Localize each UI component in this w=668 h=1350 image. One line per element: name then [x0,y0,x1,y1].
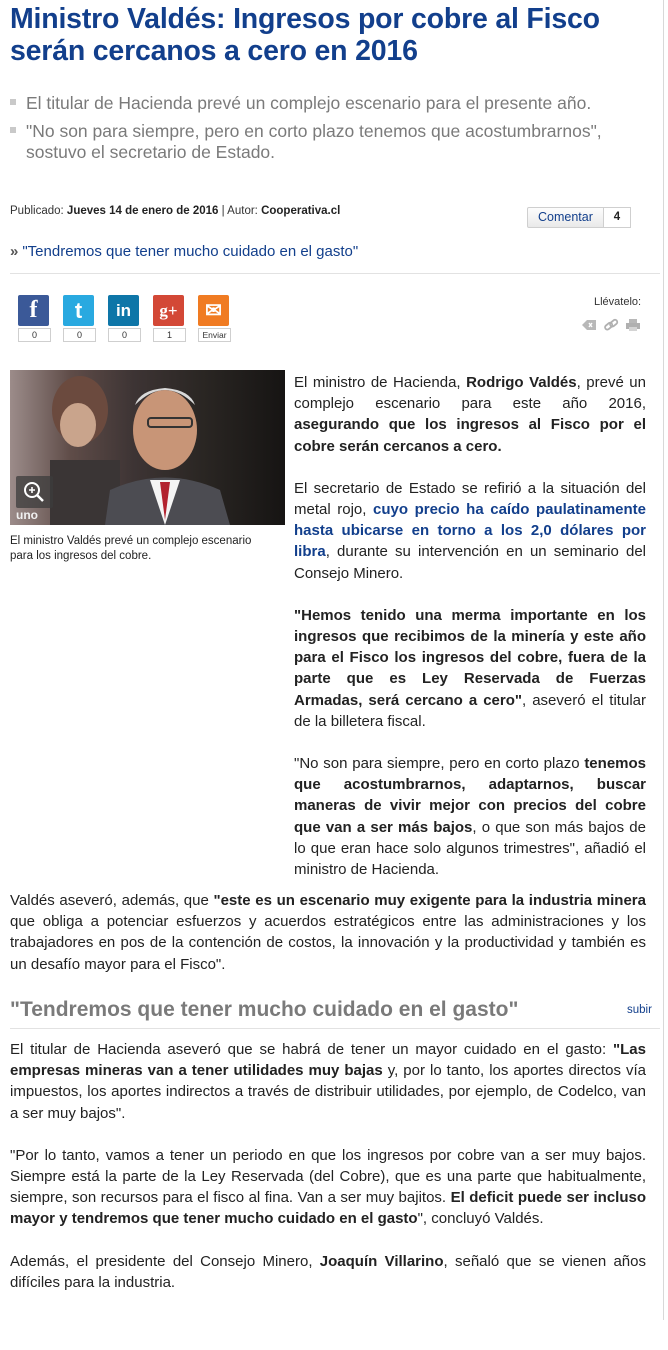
text: "No son para siempre, pero en corto plazo [294,755,585,773]
divider [10,273,660,274]
paragraph [294,753,646,880]
photo-caption: El ministro Valdés prevé un complejo escenario para los ingresos del cobre. [10,535,252,562]
summary-text: "No son para siempre, pero en corto plazo tenemos que acostumbrarnos", sostuvo el secretario de Estado. [26,121,602,162]
text: ", concluyó Valdés. [417,1210,544,1228]
share-bar [18,295,243,342]
text: , prevé un complejo escenario para este año 2016, [294,374,646,413]
magnifier-icon[interactable] [16,476,53,508]
section-heading: "Tendremos que tener mucho cuidado en el gasto" [10,998,519,1021]
quote-text: "Hemos tenido una merma importante en los ingresos que recibimos de la minería y este año para el Fisco los ingresos del cobre, fuera de la parte que es Ley Reservada de Fuerzas Armadas, será cercano a cero" [294,606,646,709]
quote-text: "Las empresas mineras van a tener utilidades muy bajas [10,1041,646,1080]
facebook-icon[interactable]: f [18,295,49,326]
photo-watermark: uno [16,508,38,522]
article-tools [581,318,641,332]
text: El secretario de Estado se refirió a la situación del metal rojo, [294,479,646,519]
share-facebook [18,295,63,342]
text: , señaló que se vienen años difíciles para la industria. [10,1252,646,1291]
paragraph [10,890,646,975]
share-googleplus [153,295,198,342]
twitter-icon[interactable]: t [63,295,94,326]
share-linkedin [108,295,153,342]
double-chevron-icon: » [10,243,19,260]
text: que obliga a potenciar esfuerzos y acuerdos estratégicos entre las administraciones y los trabajadores en pos de la contención de costos, la innovación y la productividad y también es un desafío mayor para el Fisco". [10,913,646,973]
share-email [198,295,243,342]
quote-text: El deficit puede ser incluso mayor y tendremos que tener mucho cuidado en el gasto [10,1189,646,1228]
text: Valdés aseveró, además, que [10,892,214,909]
twitter-count: 0 [63,328,96,342]
linkedin-icon[interactable]: in [108,295,139,326]
article-body-column [294,372,646,901]
bullet-square-icon [10,127,16,133]
paragraph [10,1251,646,1293]
text: Además, el presidente del Consejo Minero, [10,1252,320,1270]
quote-text: tenemos que acostumbrarnos, adaptarnos, buscar maneras de vivir mejor con precios del cobre que van a ser más bajos [294,755,646,836]
text: "Por lo tanto, vamos a tener un periodo en que los ingresos por cobre van a ser muy bajos. Siempre está la parte de la Ley Reservada (del Cobre), que es una parte que habitualmente, siempre, son recursos para el fisco al fina. Van a ser muy bajitos. [10,1146,646,1207]
text: , o que son más bajos de lo que eran hace solo algunos trimestres", añadió el ministro de Hacienda. [294,818,646,879]
comment-button[interactable]: Comentar [527,207,604,228]
paragraph [294,478,646,584]
person-name: Rodrigo Valdés [466,374,577,391]
text: , durante su intervención en un seminario del Consejo Minero. [294,543,646,582]
article-body [10,890,646,996]
embed-icon[interactable] [581,318,597,332]
paragraph [10,1145,646,1230]
article-title: Ministro Valdés: Ingresos por cobre al Fisco serán cercanos a cero en 2016 [10,3,600,67]
facebook-count: 0 [18,328,51,342]
bullet-square-icon [10,99,16,105]
summary-bullet [10,121,655,163]
published-date: Jueves 14 de enero de 2016 [66,205,219,217]
email-icon[interactable]: ✉ [198,295,229,326]
paragraph [10,1039,646,1124]
googleplus-icon[interactable]: g+ [153,295,184,326]
divider [10,1028,660,1029]
paragraph [294,605,646,732]
take-it-label: Llévatelo: [594,296,642,308]
highlight-text: asegurando que los ingresos al Fisco por el cobre serán cercanos a cero. [294,416,646,455]
published-label: Publicado: [10,205,64,217]
summary-bullet [10,93,655,114]
print-icon[interactable] [625,318,641,332]
article-photo[interactable] [10,370,285,525]
author-name[interactable]: Cooperativa.cl [261,205,341,217]
person-name: Joaquín Villarino [319,1252,444,1270]
right-border [663,0,664,1320]
text: El titular de Hacienda aseveró que se habrá de tener un mayor cuidado en el gasto: [10,1041,614,1058]
highlight-link[interactable]: cuyo precio ha caído paulatinamente hasta ubicarse en torno a los 2,0 dólares por libra [294,501,646,561]
text: El ministro de Hacienda, [294,374,467,391]
linkedin-count: 0 [108,328,141,342]
text: , aseveró el titular de la billetera fiscal. [294,691,646,730]
comment-widget [527,207,631,228]
related-link-text[interactable]: "Tendremos que tener mucho cuidado en el gasto" [22,243,359,260]
related-section-link[interactable] [10,243,358,260]
paragraph [294,372,646,457]
link-icon[interactable] [603,318,619,332]
article-meta [10,205,340,217]
back-to-top-link[interactable]: subir [627,1004,652,1016]
article-body-section [10,1039,646,1314]
quote-text: "este es un escenario muy exigente para la industria minera [213,892,646,909]
text: y, por lo tanto, los aportes directos vía impuestos, los aportes indirectos a través de distribuir utilidades, por ejemplo, de Codelco, van a ser muy bajos". [10,1062,646,1122]
author-label: | Autor: [218,205,258,217]
comment-count[interactable]: 4 [604,207,631,228]
share-twitter [63,295,108,342]
summary-text: El titular de Hacienda prevé un complejo escenario para el presente año. [26,93,592,113]
googleplus-count: 1 [153,328,186,342]
article-summary [10,93,655,170]
email-send-label[interactable]: Enviar [198,328,231,342]
